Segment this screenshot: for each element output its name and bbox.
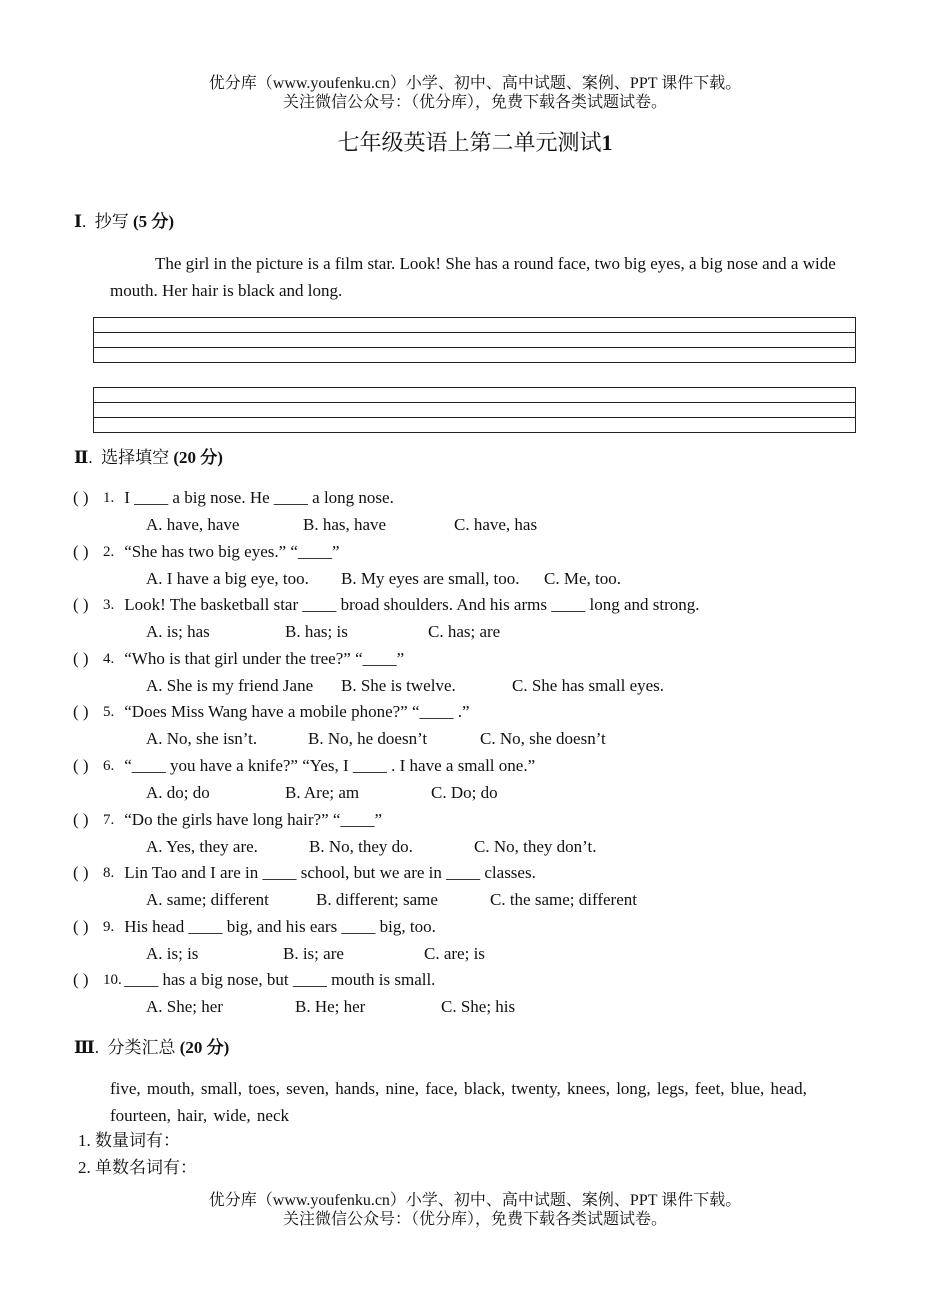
option-c: C. No, they don’t. [474, 837, 597, 856]
footer-line-2: 关注微信公众号：（优分库），免费下载各类试题试卷。 [282, 1211, 667, 1228]
question-stem: “Do the girls have long hair?” “____” [120, 810, 382, 829]
question-number: 2. [103, 544, 115, 560]
option-c: C. She has small eyes. [512, 676, 665, 695]
option-c: C. has; are [428, 622, 501, 641]
question-row [73, 755, 535, 777]
question-row [73, 701, 470, 723]
section-2-heading: Ⅱ. 选择填空 (20 分) [74, 448, 223, 467]
writing-line [94, 318, 855, 333]
question-stem: Look! The basketball star ____ broad shoulders. And his arms ____ long and strong. [120, 595, 700, 614]
question-row [73, 862, 536, 884]
section-2-points: (20 分) [173, 448, 223, 467]
question-stem: His head ____ big, and his ears ____ big, too. [120, 917, 436, 936]
option-b: B. is; are [283, 944, 344, 963]
option-b: B. No, they do. [309, 837, 413, 856]
answer-blank[interactable]: ( ) [73, 810, 89, 829]
header-line-2: 关注微信公众号：（优分库），免费下载各类试题试卷。 [282, 94, 667, 111]
category-item-2: 2. 单数名词有： [78, 1158, 197, 1177]
option-a: A. She; her [146, 997, 223, 1016]
question-number: 10. [103, 972, 122, 988]
option-c: C. No, she doesn’t [480, 729, 606, 748]
question-stem: “Does Miss Wang have a mobile phone?” “____ .” [120, 702, 470, 721]
option-c: C. are; is [424, 944, 485, 963]
answer-blank[interactable]: ( ) [73, 542, 89, 561]
writing-line [94, 333, 855, 348]
answer-blank[interactable]: ( ) [73, 863, 89, 882]
question-stem: ____ has a big nose, but ____ mouth is small. [120, 970, 436, 989]
section-1-name: 抄写 [94, 212, 129, 231]
option-a: A. is; has [146, 622, 210, 641]
section-1-number: Ⅰ [74, 212, 82, 231]
section-3-name: 分类汇总 [107, 1038, 176, 1057]
option-a: A. No, she isn’t. [146, 729, 258, 748]
question-stem: “Who is that girl under the tree?” “____” [120, 649, 405, 668]
question-number: 8. [103, 865, 115, 881]
title-number: 1 [601, 130, 613, 155]
question-stem: Lin Tao and I are in ____ school, but we are in ____ classes. [120, 863, 536, 882]
question-row [73, 487, 394, 509]
page-title [0, 129, 950, 157]
writing-line [94, 388, 855, 403]
question-row [73, 648, 404, 670]
question-number: 5. [103, 704, 115, 720]
option-a: A. She is my friend Jane [146, 676, 314, 695]
option-c: C. Do; do [431, 783, 498, 802]
question-stem: “____ you have a knife?” “Yes, I ____ . I have a small one.” [120, 756, 536, 775]
option-b: B. has, have [303, 515, 387, 534]
question-stem: I ____ a big nose. He ____ a long nose. [120, 488, 394, 507]
option-b: B. My eyes are small, too. [341, 569, 520, 588]
option-c: C. the same; different [490, 890, 637, 909]
option-a: A. same; different [146, 890, 269, 909]
answer-blank[interactable]: ( ) [73, 649, 89, 668]
category-item-1: 1. 数量词有： [78, 1131, 180, 1150]
writing-line [94, 418, 855, 432]
section-2-number: Ⅱ [74, 448, 89, 467]
question-number: 7. [103, 812, 115, 828]
question-row [73, 969, 435, 991]
option-a: A. do; do [146, 783, 210, 802]
section-2-name: 选择填空 [101, 448, 170, 467]
option-a: A. Yes, they are. [146, 837, 258, 856]
option-b: B. has; is [285, 622, 348, 641]
option-c: C. have, has [454, 515, 538, 534]
header-line-1: 优分库（www.youfenku.cn）小学、初中、高中试题、案例、PPT 课件下载。 [208, 75, 742, 92]
answer-blank[interactable]: ( ) [73, 488, 89, 507]
section-1-points: (5 分) [132, 212, 175, 231]
question-number: 9. [103, 919, 115, 935]
question-number: 4. [103, 651, 115, 667]
option-b: B. No, he doesn’t [308, 729, 428, 748]
question-number: 6. [103, 758, 115, 774]
writing-lines-1[interactable] [93, 317, 856, 363]
option-c: C. Me, too. [544, 569, 621, 588]
option-b: B. Are; am [285, 783, 360, 802]
title-text: 七年级英语上第二单元测试 [337, 130, 602, 155]
option-b: B. He; her [295, 997, 366, 1016]
question-row [73, 809, 382, 831]
answer-blank[interactable]: ( ) [73, 595, 89, 614]
option-a: A. I have a big eye, too. [146, 569, 309, 588]
answer-blank[interactable]: ( ) [73, 756, 89, 775]
section-1-heading: Ⅰ. 抄写 (5 分) [74, 212, 175, 231]
option-b: B. different; same [316, 890, 438, 909]
section-3-points: (20 分) [179, 1038, 230, 1057]
question-stem: “She has two big eyes.” “____” [120, 542, 340, 561]
question-number: 3. [103, 597, 115, 613]
option-a: A. is; is [146, 944, 199, 963]
option-c: C. She; his [441, 997, 516, 1016]
question-row [73, 594, 700, 616]
option-a: A. have, have [146, 515, 240, 534]
section-3-number: Ⅲ [74, 1038, 95, 1057]
question-row [73, 916, 436, 938]
word-bank: five, mouth, small, toes, seven, hands, nine, face, black, twenty, knees, long, legs, feet, blue, head, fourteen, hair, wide, neck [110, 1079, 807, 1125]
question-number: 1. [103, 490, 115, 506]
answer-blank[interactable]: ( ) [73, 702, 89, 721]
copy-passage: The girl in the picture is a film star. Look! She has a round face, two big eyes, a big nose and a wide mouth. Her hair is black and long. [110, 254, 836, 300]
writing-line [94, 403, 855, 418]
answer-blank[interactable]: ( ) [73, 917, 89, 936]
section-3-heading: Ⅲ. 分类汇总 (20 分) [74, 1038, 230, 1057]
question-row [73, 541, 340, 563]
option-b: B. She is twelve. [341, 676, 456, 695]
writing-line [94, 348, 855, 362]
writing-lines-2[interactable] [93, 387, 856, 433]
footer-line-1: 优分库（www.youfenku.cn）小学、初中、高中试题、案例、PPT 课件下载。 [208, 1192, 742, 1209]
answer-blank[interactable]: ( ) [73, 970, 89, 989]
